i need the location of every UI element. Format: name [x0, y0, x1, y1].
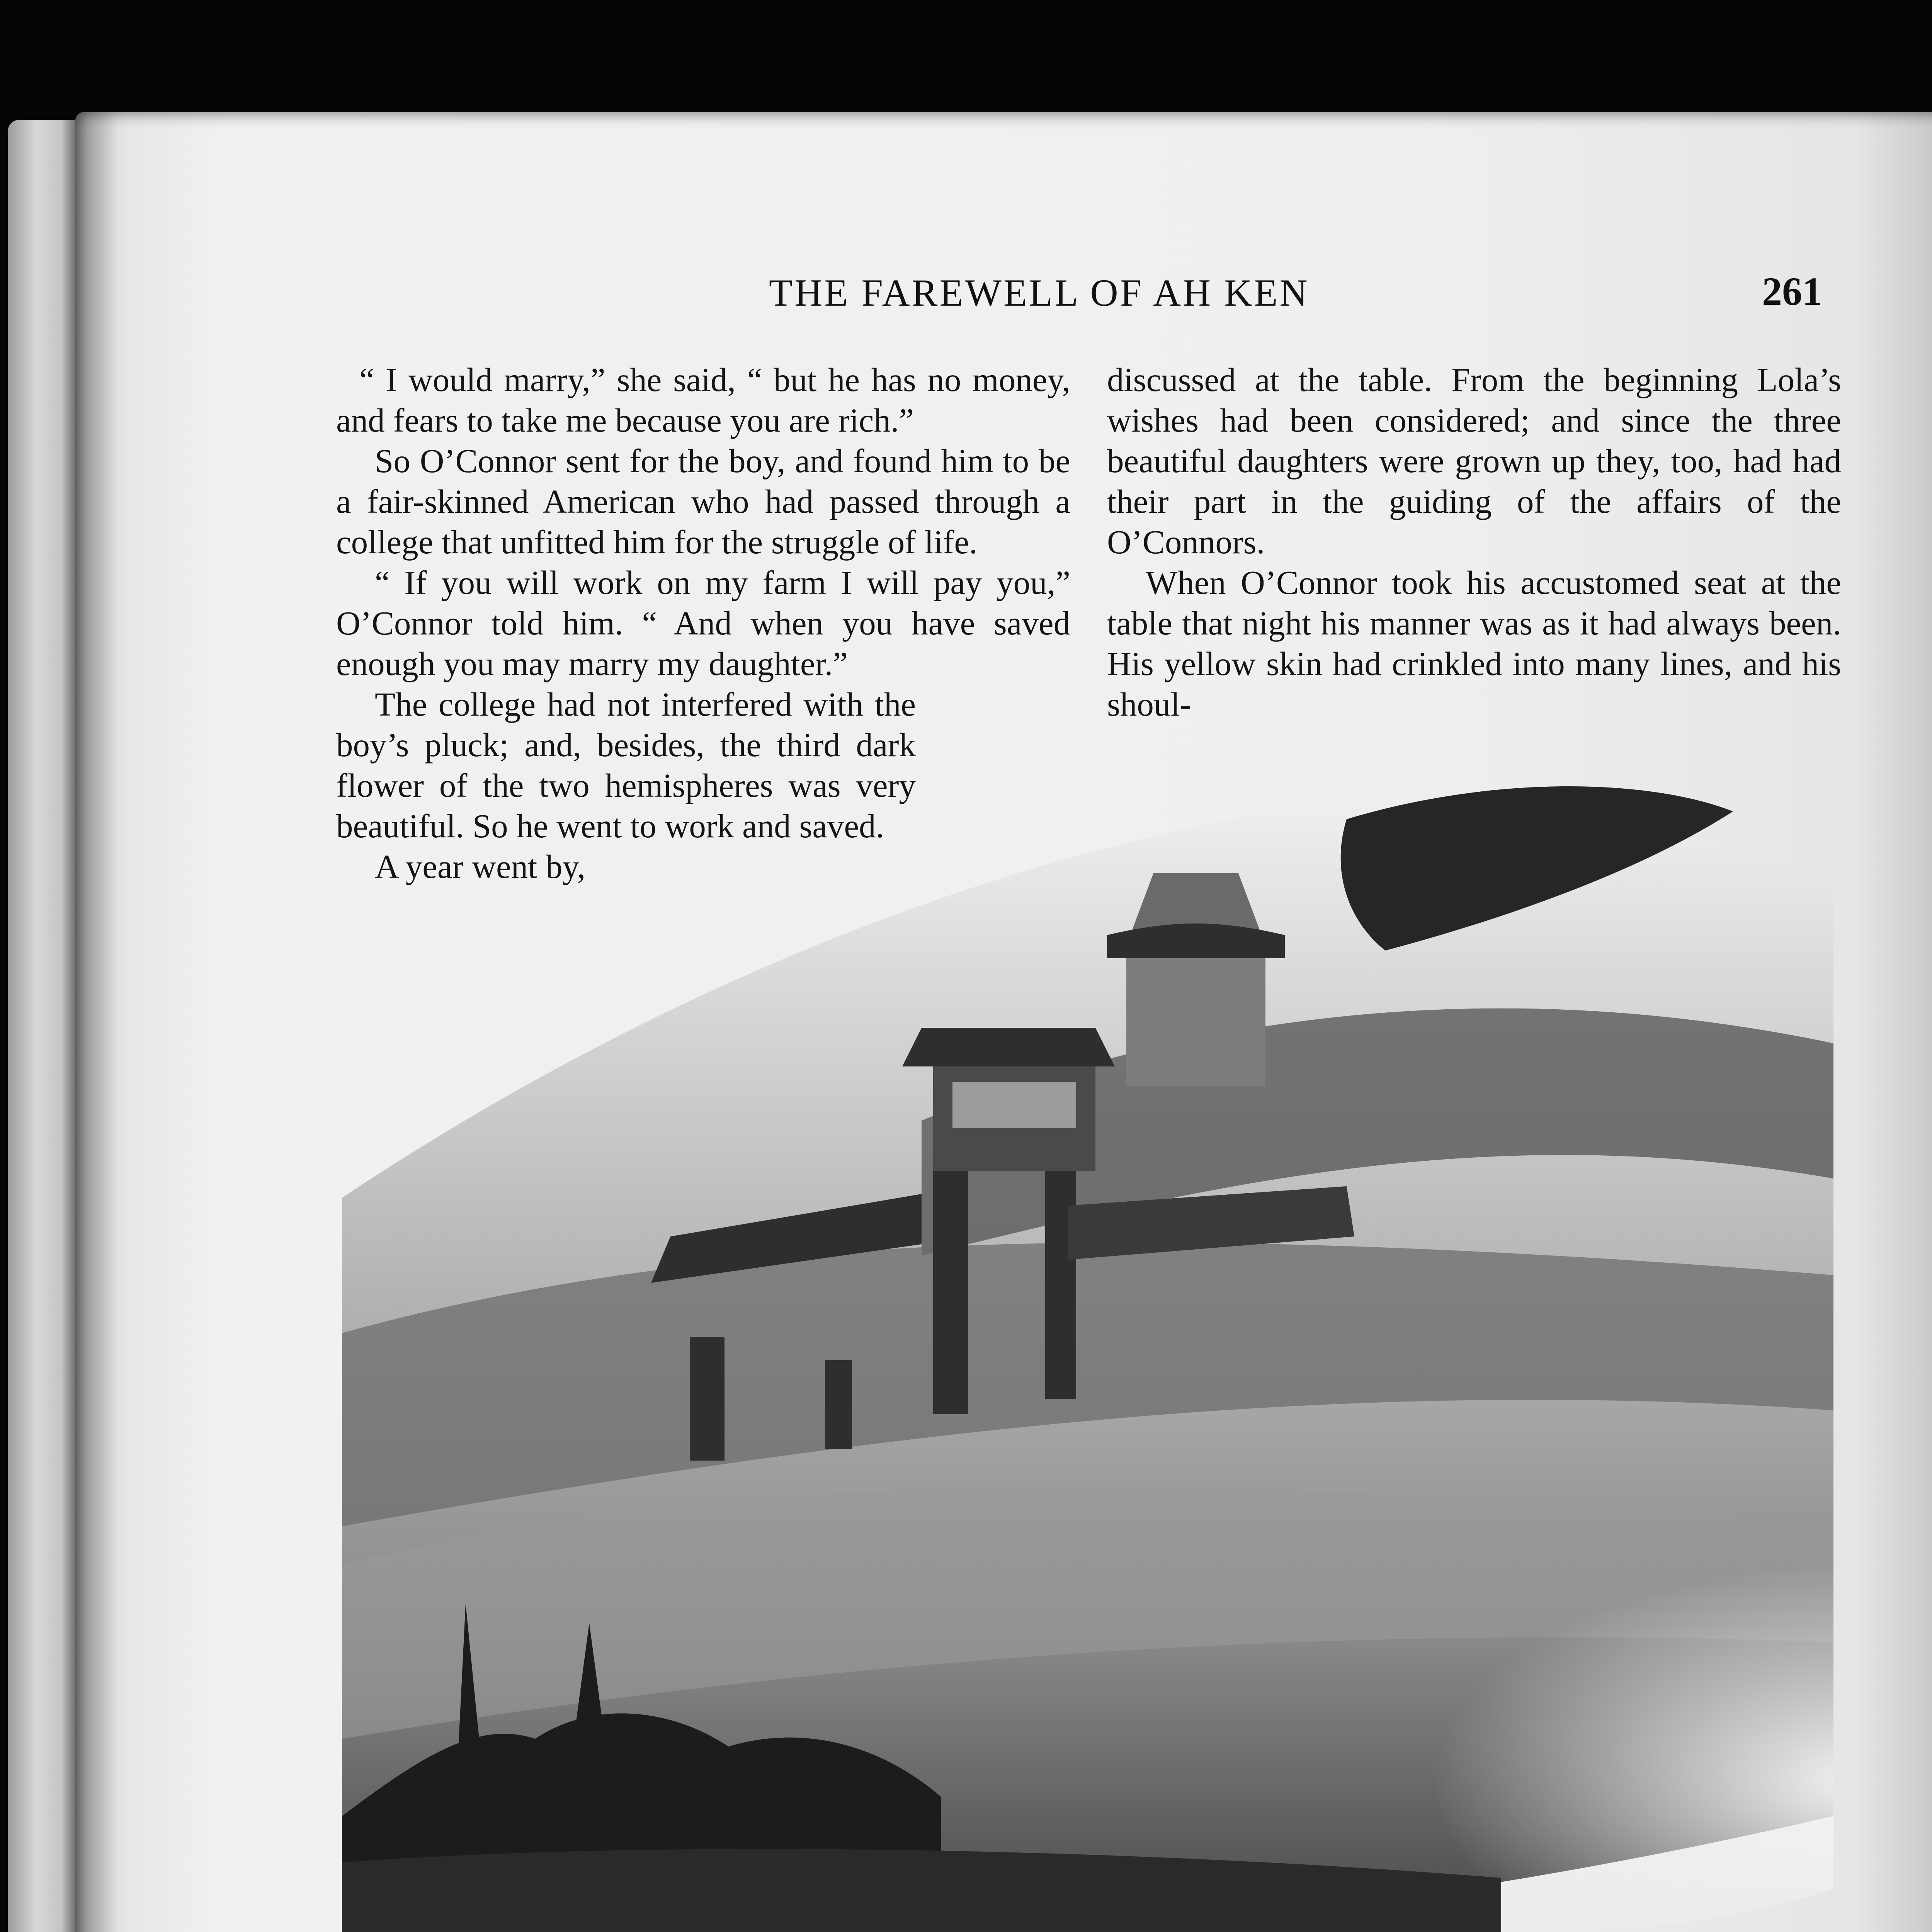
spine-shadow [75, 112, 118, 1932]
paragraph: So O’Connor sent for the boy, and found him to be a fair-skinned American who had passed through a college that unfitted him for the struggle of life. [336, 442, 1070, 561]
paragraph: discussed at the table. From the beginning Lola’s wishes had been considered; and since the three beautiful daughters were grown up they, too, had had their part in the guiding of the affairs of the O’Connors. [1107, 361, 1841, 561]
paragraph: “ If you will work on my farm I will pay you,” O’Connor told him. “ And when you have saved enough you may marry my daughter.” [336, 564, 1070, 682]
paragraph: “ I would marry,” she said, “ but he has no money, and fears to take me because you are rich.” [336, 361, 1070, 439]
running-head: THE FAREWELL OF AH KEN [769, 271, 1310, 314]
page-number: 261 [1762, 269, 1822, 314]
column-top-right [1107, 359, 1841, 724]
pagoda-sunset-illustration [342, 773, 1833, 1932]
illustration-svg [342, 773, 1833, 1932]
paragraph: A year went by, [375, 848, 586, 885]
paragraph: The college had not interfered with the boy’s pluck; and, besides, the third dark flower of the two hemispheres was very beautiful. So he went to work and saved. [336, 685, 916, 845]
left-page-edge [8, 120, 79, 1932]
paragraph: When O’Connor took his accustomed seat at the table that night his manner was as it had always been. His yellow skin had crinkled into many lines, and his shoul- [1107, 564, 1841, 723]
